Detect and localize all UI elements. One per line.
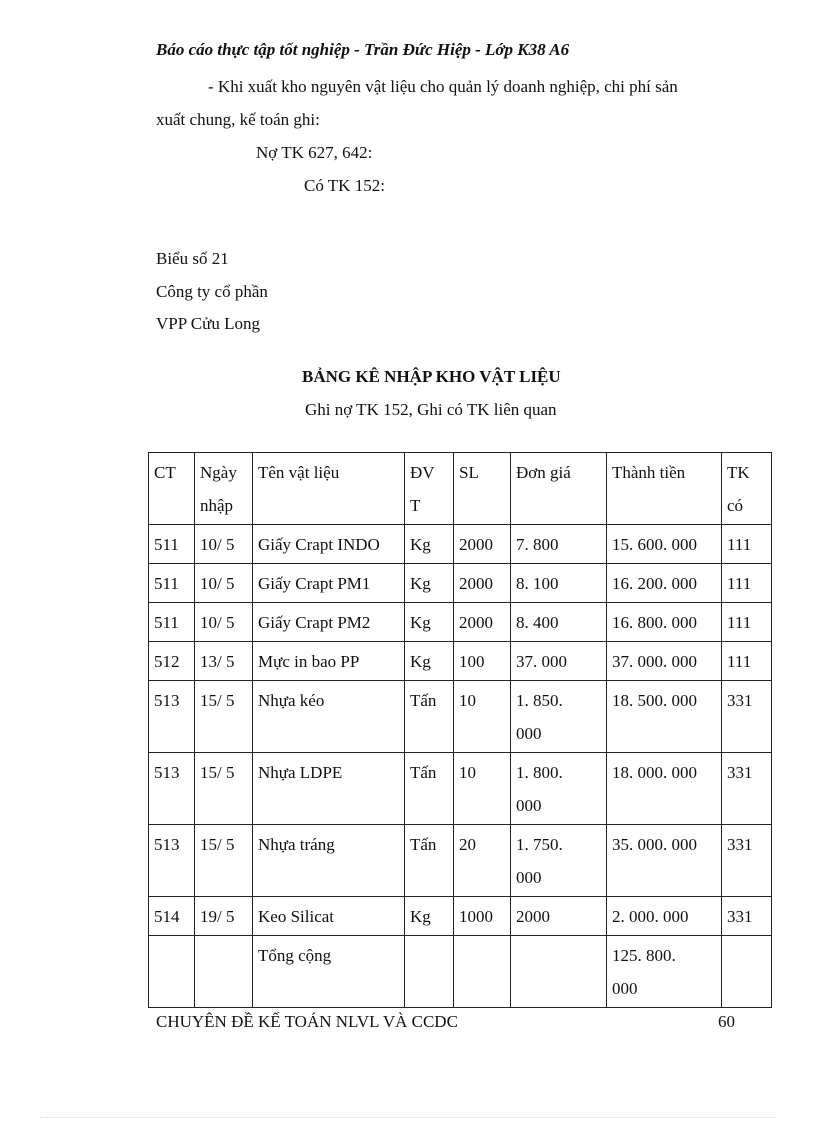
credit-entry: Có TK 152: xyxy=(304,176,385,195)
report-header: Báo cáo thực tập tốt nghiệp - Trần Đức Hiệp - Lớp K38 A6 xyxy=(156,40,570,59)
cell-ct: 513 xyxy=(149,753,195,825)
cell-unit-price: 8. 400 xyxy=(511,603,607,642)
cell-unit: Kg xyxy=(405,897,454,936)
cell-material-name: Mực in bao PP xyxy=(253,642,405,681)
cell-ct: 512 xyxy=(149,642,195,681)
cell-quantity: 2000 xyxy=(454,603,511,642)
table-title: BẢNG KÊ NHẬP KHO VẬT LIỆU xyxy=(302,367,561,386)
cell-ct: 511 xyxy=(149,564,195,603)
cell-amount: 16. 200. 000 xyxy=(607,564,722,603)
cell-amount: 37. 000. 000 xyxy=(607,642,722,681)
cell-material-name: Giấy Crapt INDO xyxy=(253,525,405,564)
empty-cell xyxy=(511,936,607,1008)
materials-receipt-table xyxy=(148,452,772,1008)
cell-material-name: Giấy Crapt PM2 xyxy=(253,603,405,642)
cell-material-name: Nhựa LDPE xyxy=(253,753,405,825)
cell-quantity: 20 xyxy=(454,825,511,897)
empty-cell xyxy=(454,936,511,1008)
table-row xyxy=(149,603,772,642)
table-row xyxy=(149,564,772,603)
cell-ct: 511 xyxy=(149,525,195,564)
cell-date: 10/ 5 xyxy=(195,603,253,642)
header-amount: Thành tiền xyxy=(607,453,722,525)
cell-unit-price: 7. 800 xyxy=(511,525,607,564)
cell-amount: 2. 000. 000 xyxy=(607,897,722,936)
cell-credit-account: 111 xyxy=(722,525,772,564)
header-material-name: Tên vật liệu xyxy=(253,453,405,525)
form-number: Biểu số 21 xyxy=(156,249,229,268)
cell-unit-price: 37. 000 xyxy=(511,642,607,681)
header-date: Ngày nhập xyxy=(195,453,253,525)
cell-unit: Kg xyxy=(405,642,454,681)
table-row xyxy=(149,753,772,825)
empty-cell xyxy=(195,936,253,1008)
cell-credit-account: 331 xyxy=(722,825,772,897)
cell-unit-price: 1. 750. 000 xyxy=(511,825,607,897)
footer-title: CHUYÊN ĐỀ KẾ TOÁN NLVL VÀ CCDC xyxy=(156,1012,458,1031)
empty-cell xyxy=(149,936,195,1008)
cell-ct: 514 xyxy=(149,897,195,936)
table-total-row xyxy=(149,936,772,1008)
paragraph-line-2: xuất chung, kế toán ghi: xyxy=(156,110,320,129)
table-row xyxy=(149,897,772,936)
cell-quantity: 100 xyxy=(454,642,511,681)
cell-date: 15/ 5 xyxy=(195,825,253,897)
cell-unit: Kg xyxy=(405,603,454,642)
cell-quantity: 2000 xyxy=(454,564,511,603)
cell-date: 13/ 5 xyxy=(195,642,253,681)
cell-unit-price: 2000 xyxy=(511,897,607,936)
cell-unit-price: 1. 800. 000 xyxy=(511,753,607,825)
cell-unit: Tấn xyxy=(405,753,454,825)
header-credit-account: TK có xyxy=(722,453,772,525)
total-amount: 125. 800. 000 xyxy=(607,936,722,1008)
cell-unit: Kg xyxy=(405,525,454,564)
company-name-line-1: Công ty cổ phần xyxy=(156,282,268,301)
debit-entry: Nợ TK 627, 642: xyxy=(256,143,373,162)
cell-date: 10/ 5 xyxy=(195,564,253,603)
cell-quantity: 10 xyxy=(454,681,511,753)
cell-ct: 511 xyxy=(149,603,195,642)
cell-quantity: 2000 xyxy=(454,525,511,564)
cell-ct: 513 xyxy=(149,681,195,753)
cell-unit: Kg xyxy=(405,564,454,603)
table-row xyxy=(149,642,772,681)
cell-unit-price: 8. 100 xyxy=(511,564,607,603)
cell-amount: 35. 000. 000 xyxy=(607,825,722,897)
cell-credit-account: 331 xyxy=(722,681,772,753)
cell-date: 15/ 5 xyxy=(195,753,253,825)
page-bottom-divider xyxy=(40,1117,776,1118)
header-unit-price: Đơn giá xyxy=(511,453,607,525)
cell-material-name: Keo Silicat xyxy=(253,897,405,936)
header-unit: ĐV T xyxy=(405,453,454,525)
cell-quantity: 10 xyxy=(454,753,511,825)
cell-amount: 18. 500. 000 xyxy=(607,681,722,753)
empty-cell xyxy=(405,936,454,1008)
cell-date: 10/ 5 xyxy=(195,525,253,564)
cell-credit-account: 111 xyxy=(722,603,772,642)
total-label: Tổng cộng xyxy=(253,936,405,1008)
header-ct: CT xyxy=(149,453,195,525)
table-header-row xyxy=(149,453,772,525)
cell-amount: 16. 800. 000 xyxy=(607,603,722,642)
paragraph-line-1: - Khi xuất kho nguyên vật liệu cho quản lý doanh nghiệp, chi phí sản xyxy=(208,77,678,96)
table-row xyxy=(149,525,772,564)
cell-date: 15/ 5 xyxy=(195,681,253,753)
cell-unit-price: 1. 850. 000 xyxy=(511,681,607,753)
cell-unit: Tấn xyxy=(405,681,454,753)
cell-material-name: Nhựa tráng xyxy=(253,825,405,897)
cell-credit-account: 111 xyxy=(722,642,772,681)
table-row xyxy=(149,825,772,897)
cell-ct: 513 xyxy=(149,825,195,897)
cell-date: 19/ 5 xyxy=(195,897,253,936)
cell-amount: 15. 600. 000 xyxy=(607,525,722,564)
cell-unit: Tấn xyxy=(405,825,454,897)
table-subtitle: Ghi nợ TK 152, Ghi có TK liên quan xyxy=(305,400,557,419)
cell-quantity: 1000 xyxy=(454,897,511,936)
cell-credit-account: 331 xyxy=(722,753,772,825)
empty-cell xyxy=(722,936,772,1008)
header-quantity: SL xyxy=(454,453,511,525)
cell-amount: 18. 000. 000 xyxy=(607,753,722,825)
table-row xyxy=(149,681,772,753)
cell-material-name: Nhựa kéo xyxy=(253,681,405,753)
page-number: 60 xyxy=(718,1012,735,1031)
company-name-line-2: VPP Cửu Long xyxy=(156,314,260,333)
cell-material-name: Giấy Crapt PM1 xyxy=(253,564,405,603)
cell-credit-account: 331 xyxy=(722,897,772,936)
cell-credit-account: 111 xyxy=(722,564,772,603)
